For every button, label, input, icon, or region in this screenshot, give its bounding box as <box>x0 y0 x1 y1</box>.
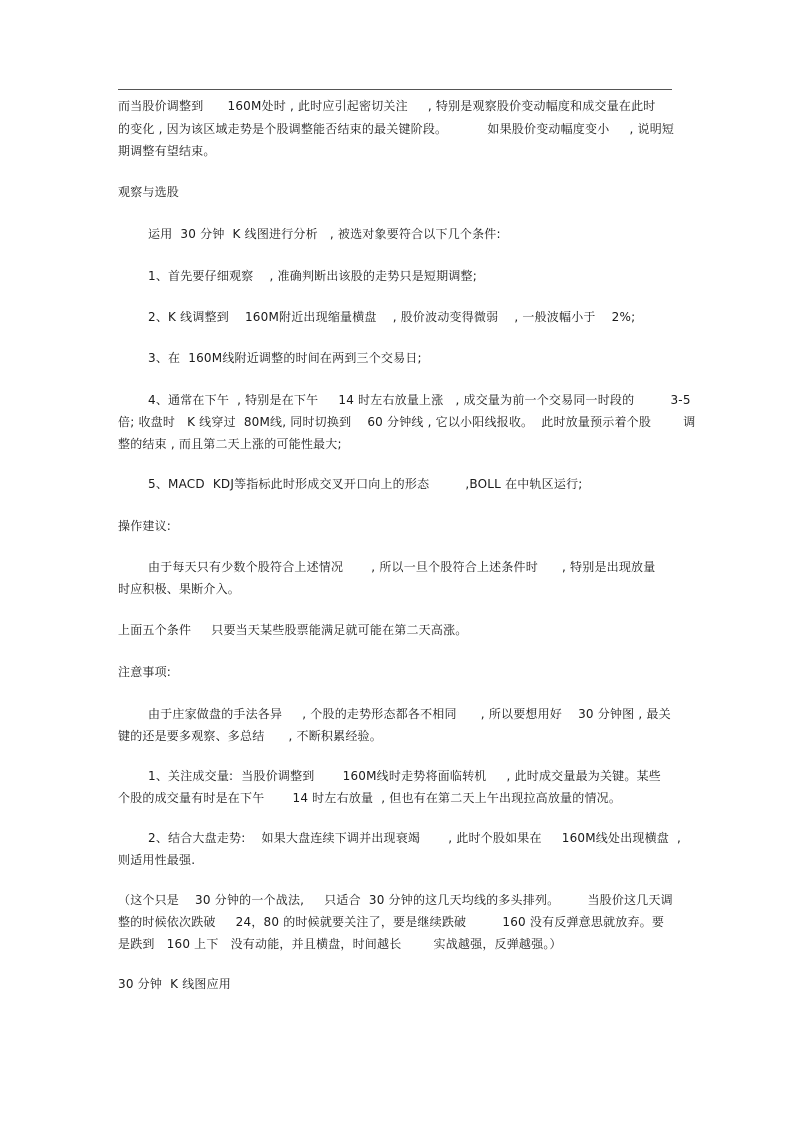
paragraph-line: 倍; 收盘时 K 线穿过 80M线, 同时切换到 60 分钟线 , 它以小阳线报收。 此时放量预示着个股 调 <box>118 415 696 429</box>
paragraph-line: 运用 30 分钟 K 线图进行分析 , 被选对象要符合以下几个条件: <box>148 227 501 241</box>
paragraph-line: （这个只是 30 分钟的一个战法, 只适合 30 分钟的这几天均线的多头排列。 当股价这几天调 <box>118 893 673 907</box>
paragraph-line: 键的还是要多观察、多总结 , 不断积累经验。 <box>118 729 382 743</box>
paragraph-line: 整的时候依次跌破 24，80 的时候就要关注了，要是继续跌破 160 没有反弹意思就放弃。要 <box>118 915 665 929</box>
list-item: 5、MACD KDJ等指标此时形成交叉开口向上的形态 ,BOLL 在中轨区运行; <box>148 477 583 491</box>
section-heading-application: 30 分钟 K 线图应用 <box>118 977 231 991</box>
list-item: 2、K 线调整到 160M附近出现缩量横盘 , 股价波动变得微弱 , 一般波幅小于 2%; <box>148 310 636 324</box>
list-item: 1、首先要仔细观察 , 准确判断出该股的走势只是短期调整; <box>148 269 477 283</box>
paragraph-line: 是跌到 160 上下 没有动能，并且横盘，时间越长 实战越强，反弹越强。） <box>118 937 562 951</box>
paragraph-line: 上面五个条件 只要当天某些股票能满足就可能在第二天高涨。 <box>118 623 468 637</box>
list-item: 1、关注成交量: 当股价调整到 160M线时走势将面临转机 , 此时成交量最为关键。某些 <box>148 769 661 783</box>
paragraph-line: 的变化 , 因为该区域走势是个股调整能否结束的最关键阶段。 如果股价变动幅度变小 , 说明短 <box>118 122 675 136</box>
list-item: 3、在 160M线附近调整的时间在两到三个交易日; <box>148 351 422 365</box>
paragraph-line: 期调整有望结束。 <box>118 144 216 158</box>
section-heading-observe: 观察与选股 <box>118 185 180 199</box>
list-item: 2、结合大盘走势: 如果大盘连续下调并出现衰竭 , 此时个股如果在 160M线处出现横盘 , <box>148 831 682 845</box>
paragraph-line: 而当股价调整到 160M处时 , 此时应引起密切关注 , 特别是观察股价变动幅度和成交量在此时 <box>118 99 656 113</box>
list-item: 4、通常在下午 , 特别是在下午 14 时左右放量上涨 , 成交量为前一个交易同一时段的 3-5 <box>148 393 691 407</box>
paragraph-line: 由于庄家做盘的手法各异 , 个股的走势形态都各不相同 , 所以要想用好 30 分钟图 , 最关 <box>148 707 671 721</box>
paragraph-line: 个股的成交量有时是在下午 14 时左右放量 , 但也有在第二天上午出现拉高放量的情况。 <box>118 791 622 805</box>
paragraph-line: 由于每天只有少数个股符合上述情况 , 所以一旦个股符合上述条件时 , 特别是出现放量 <box>148 560 656 574</box>
paragraph-line: 整的结束 , 而且第二天上涨的可能性最大; <box>118 437 342 451</box>
section-heading-advice: 操作建议: <box>118 519 172 533</box>
paragraph-line: 则适用性最强. <box>118 853 196 867</box>
section-heading-notes: 注意事项: <box>118 665 172 679</box>
paragraph-line: 时应积极、果断介入。 <box>118 582 241 596</box>
header-rule <box>118 89 672 90</box>
